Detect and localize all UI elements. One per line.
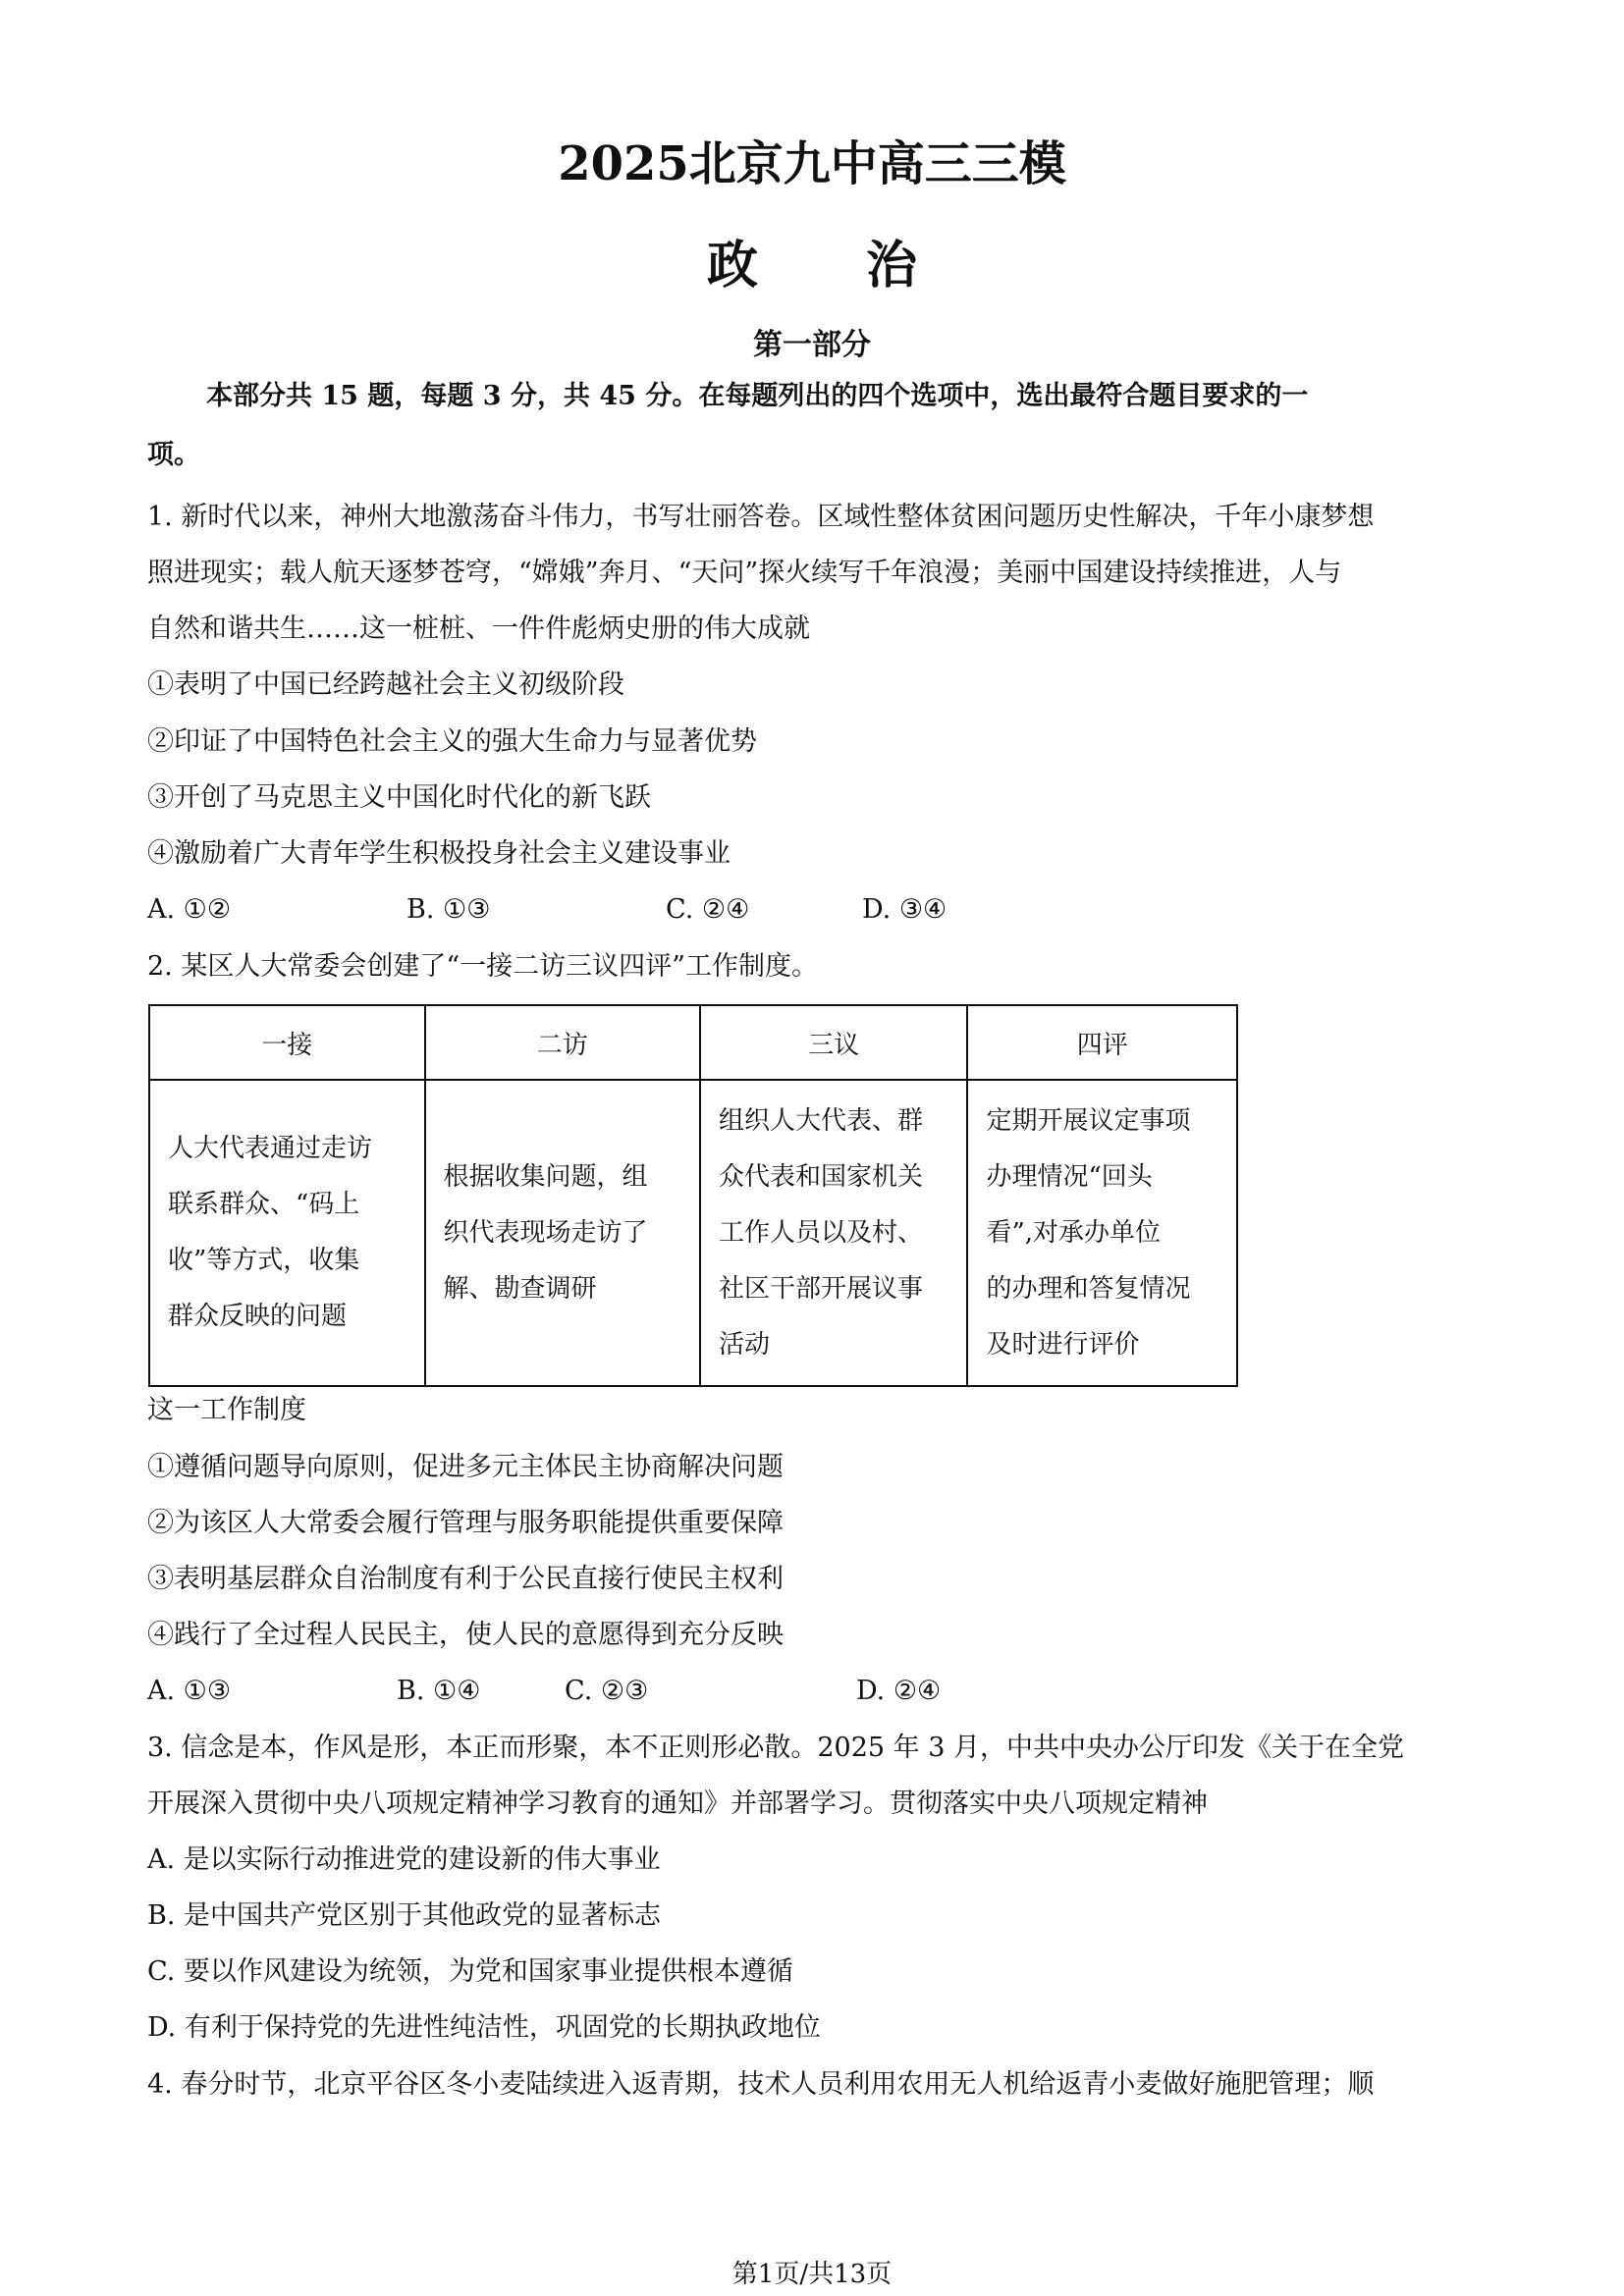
- option-d: D. 有利于保持党的先进性纯洁性，巩固党的长期执政地位: [147, 2012, 821, 2043]
- question-stem-line: 照进现实；载人航天逐梦苍穹，“嫦娥”奔月、“天问”探火续写千年浪漫；美丽中国建设持续推进，人与: [147, 558, 1342, 588]
- option-a: A. 是以实际行动推进党的建设新的伟大事业: [147, 1844, 661, 1875]
- question-stem-line: 自然和谐共生……这一桩桩、一件件彪炳史册的伟大成就: [147, 614, 810, 644]
- subject-title: [0, 224, 1624, 297]
- table-header: 一接: [149, 1005, 425, 1080]
- statement-item: ④激励着广大青年学生积极投身社会主义建设事业: [147, 838, 731, 869]
- question-stem-line: 4. 春分时节，北京平谷区冬小麦陆续进入返青期，技术人员利用农用无人机给返青小麦做好施肥管理；顺: [147, 2069, 1375, 2100]
- work-system-table: [148, 1004, 1238, 1387]
- statement-item: ②印证了中国特色社会主义的强大生命力与显著优势: [147, 726, 757, 757]
- option-b: B. ①④: [397, 1676, 481, 1706]
- table-cell: 人大代表通过走访 联系群众、“码上 收”等方式，收集 群众反映的问题: [149, 1080, 425, 1386]
- question-stem-line: 3. 信念是本，作风是形，本正而形聚，本不正则形必散。2025 年 3 月，中共中央办公厅印发《关于在全党: [147, 1733, 1404, 1763]
- statement-item: ②为该区人大常委会履行管理与服务职能提供重要保障: [147, 1508, 784, 1538]
- option-a: A. ①②: [147, 894, 232, 925]
- option-d: D. ③④: [862, 894, 947, 925]
- statement-item: ①表明了中国已经跨越社会主义初级阶段: [147, 669, 624, 700]
- table-cell: 根据收集问题，组 织代表现场走访了 解、勘查调研: [425, 1080, 701, 1386]
- option-a: A. ①③: [147, 1676, 232, 1706]
- statement-item: ①遵循问题导向原则，促进多元主体民主协商解决问题: [147, 1452, 784, 1482]
- table-header: 二访: [425, 1005, 701, 1080]
- part-heading: 第一部分: [753, 328, 871, 362]
- table-cell: 组织人大代表、群 众代表和国家机关 工作人员以及村、 社区干部开展议事 活动: [700, 1080, 967, 1386]
- option-b: B. ①③: [406, 894, 491, 925]
- statement-item: ④践行了全过程人民民主，使人民的意愿得到充分反映: [147, 1620, 784, 1650]
- table-cell: 定期开展议定事项 办理情况“回头 看”,对承办单位 的办理和答复情况 及时进行评价: [967, 1080, 1237, 1386]
- table-header: 三议: [700, 1005, 967, 1080]
- subject-char-2: 治: [866, 236, 918, 295]
- table-header: 四评: [967, 1005, 1237, 1080]
- option-c: C. ②④: [666, 894, 750, 925]
- statement-item: ③开创了马克思主义中国化时代化的新飞跃: [147, 782, 651, 813]
- question-stem-line: 开展深入贯彻中央八项规定精神学习教育的通知》并部署学习。贯彻落实中央八项规定精神: [147, 1789, 1208, 1819]
- statement-item: ③表明基层群众自治制度有利于公民直接行使民主权利: [147, 1564, 784, 1594]
- option-c: C. 要以作风建设为统领，为党和国家事业提供根本遵循: [147, 1956, 793, 1987]
- question-stem-line: 1. 新时代以来，神州大地激荡奋斗伟力，书写壮丽答卷。区域性整体贫困问题历史性解决，千年小康梦想: [147, 502, 1375, 532]
- instruction-line: 项。: [147, 440, 200, 470]
- option-d: D. ②④: [856, 1676, 942, 1706]
- page-number: 第1页/共13页: [731, 2260, 893, 2289]
- subject-char-1: 政: [706, 236, 758, 295]
- option-c: C. ②③: [565, 1676, 649, 1706]
- question-stem-line: 2. 某区人大常委会创建了“一接二访三议四评”工作制度。: [147, 951, 818, 982]
- option-b: B. 是中国共产党区别于其他政党的显著标志: [147, 1900, 662, 1931]
- exam-title: 2025北京九中高三三模: [558, 136, 1066, 191]
- instruction-line: 本部分共 15 题，每题 3 分，共 45 分。在每题列出的四个选项中，选出最符合题目要求的一: [206, 381, 1309, 411]
- question-follow-line: 这一工作制度: [147, 1395, 306, 1425]
